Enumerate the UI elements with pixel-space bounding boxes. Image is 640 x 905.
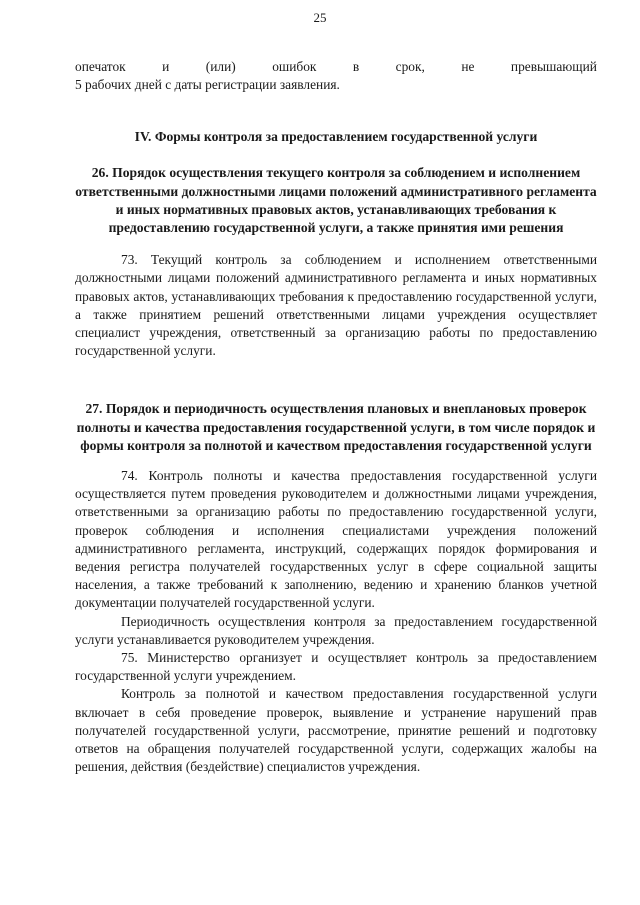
word: не bbox=[461, 59, 475, 74]
word: ошибок bbox=[272, 59, 317, 74]
word: опечаток bbox=[75, 59, 126, 74]
subsection-27-heading: 27. Порядок и периодичность осуществления плановых и внеплановых проверок полноты и качества предоставления государственной услуги, в том числе порядок и формы контроля за полнотой и качеством предоставления государственной услуги bbox=[76, 401, 596, 453]
section-heading: IV. Формы контроля за предоставлением государственной услуги bbox=[134, 129, 538, 145]
page-number: 25 bbox=[313, 10, 327, 25]
paragraph-74: 74. Контроль полноты и качества предоставления государственной услуги осуществляется путем проведения руководителем и должностными лицами учреждения, ответственными за организацию работы по предоставлению государственной услуги, проверок соблюдения и исполнения специалистами учреждения положений административного регламента, инструкций, содержащих порядок формирования и ведения регистра получателей государственных услуг в сфере социальной защиты населения, а также требований к заполнению, ведению и хранению бланков учетной документации получателей государственной услуги. bbox=[75, 468, 597, 611]
word: в bbox=[352, 59, 360, 74]
paragraph-periodicity: Периодичность осуществления контроля за предоставлением государственной услуги устанавливается руководителем учреждения. bbox=[75, 613, 597, 647]
continuation-end: 5 рабочих дней с даты регистрации заявления. bbox=[75, 77, 340, 93]
word: срок, bbox=[395, 59, 425, 74]
document-body bbox=[75, 58, 597, 777]
continuation-line bbox=[75, 58, 597, 76]
paragraph-73: 73. Текущий контроль за соблюдением и исполнением ответственными должностными лицами положений административного регламента и иных нормативных правовых актов, устанавливающих требования к предоставлению государственной услуги, а также принятием решений ответственными лицами учреждения осуществляет специалист учреждения, ответственный за организацию работы по предоставлению государственной услуги. bbox=[75, 252, 597, 359]
word: и bbox=[162, 59, 170, 74]
paragraph-75: 75. Министерство организует и осуществляет контроль за предоставлением государственной услуги учреждением. bbox=[75, 650, 597, 684]
subsection-26-heading: 26. Порядок осуществления текущего контроля за соблюдением и исполнением ответственными должностными лицами положений административного регламента и иных нормативных правовых актов, устанавливающих требования к предоставлению государственной услуги, а также принятия ими решения bbox=[75, 165, 597, 236]
paragraph-control: Контроль за полнотой и качеством предоставления государственной услуги включает в себя проведение проверок, выявление и устранение нарушений прав получателей государственной услуги, рассмотрение, принятие решений и подготовку ответов на обращения получателей государственной услуги, содержащих жалобы на решения, действия (бездействие) специалистов учреждения. bbox=[75, 686, 597, 775]
word: превышающий bbox=[510, 59, 597, 74]
word: (или) bbox=[205, 59, 236, 74]
